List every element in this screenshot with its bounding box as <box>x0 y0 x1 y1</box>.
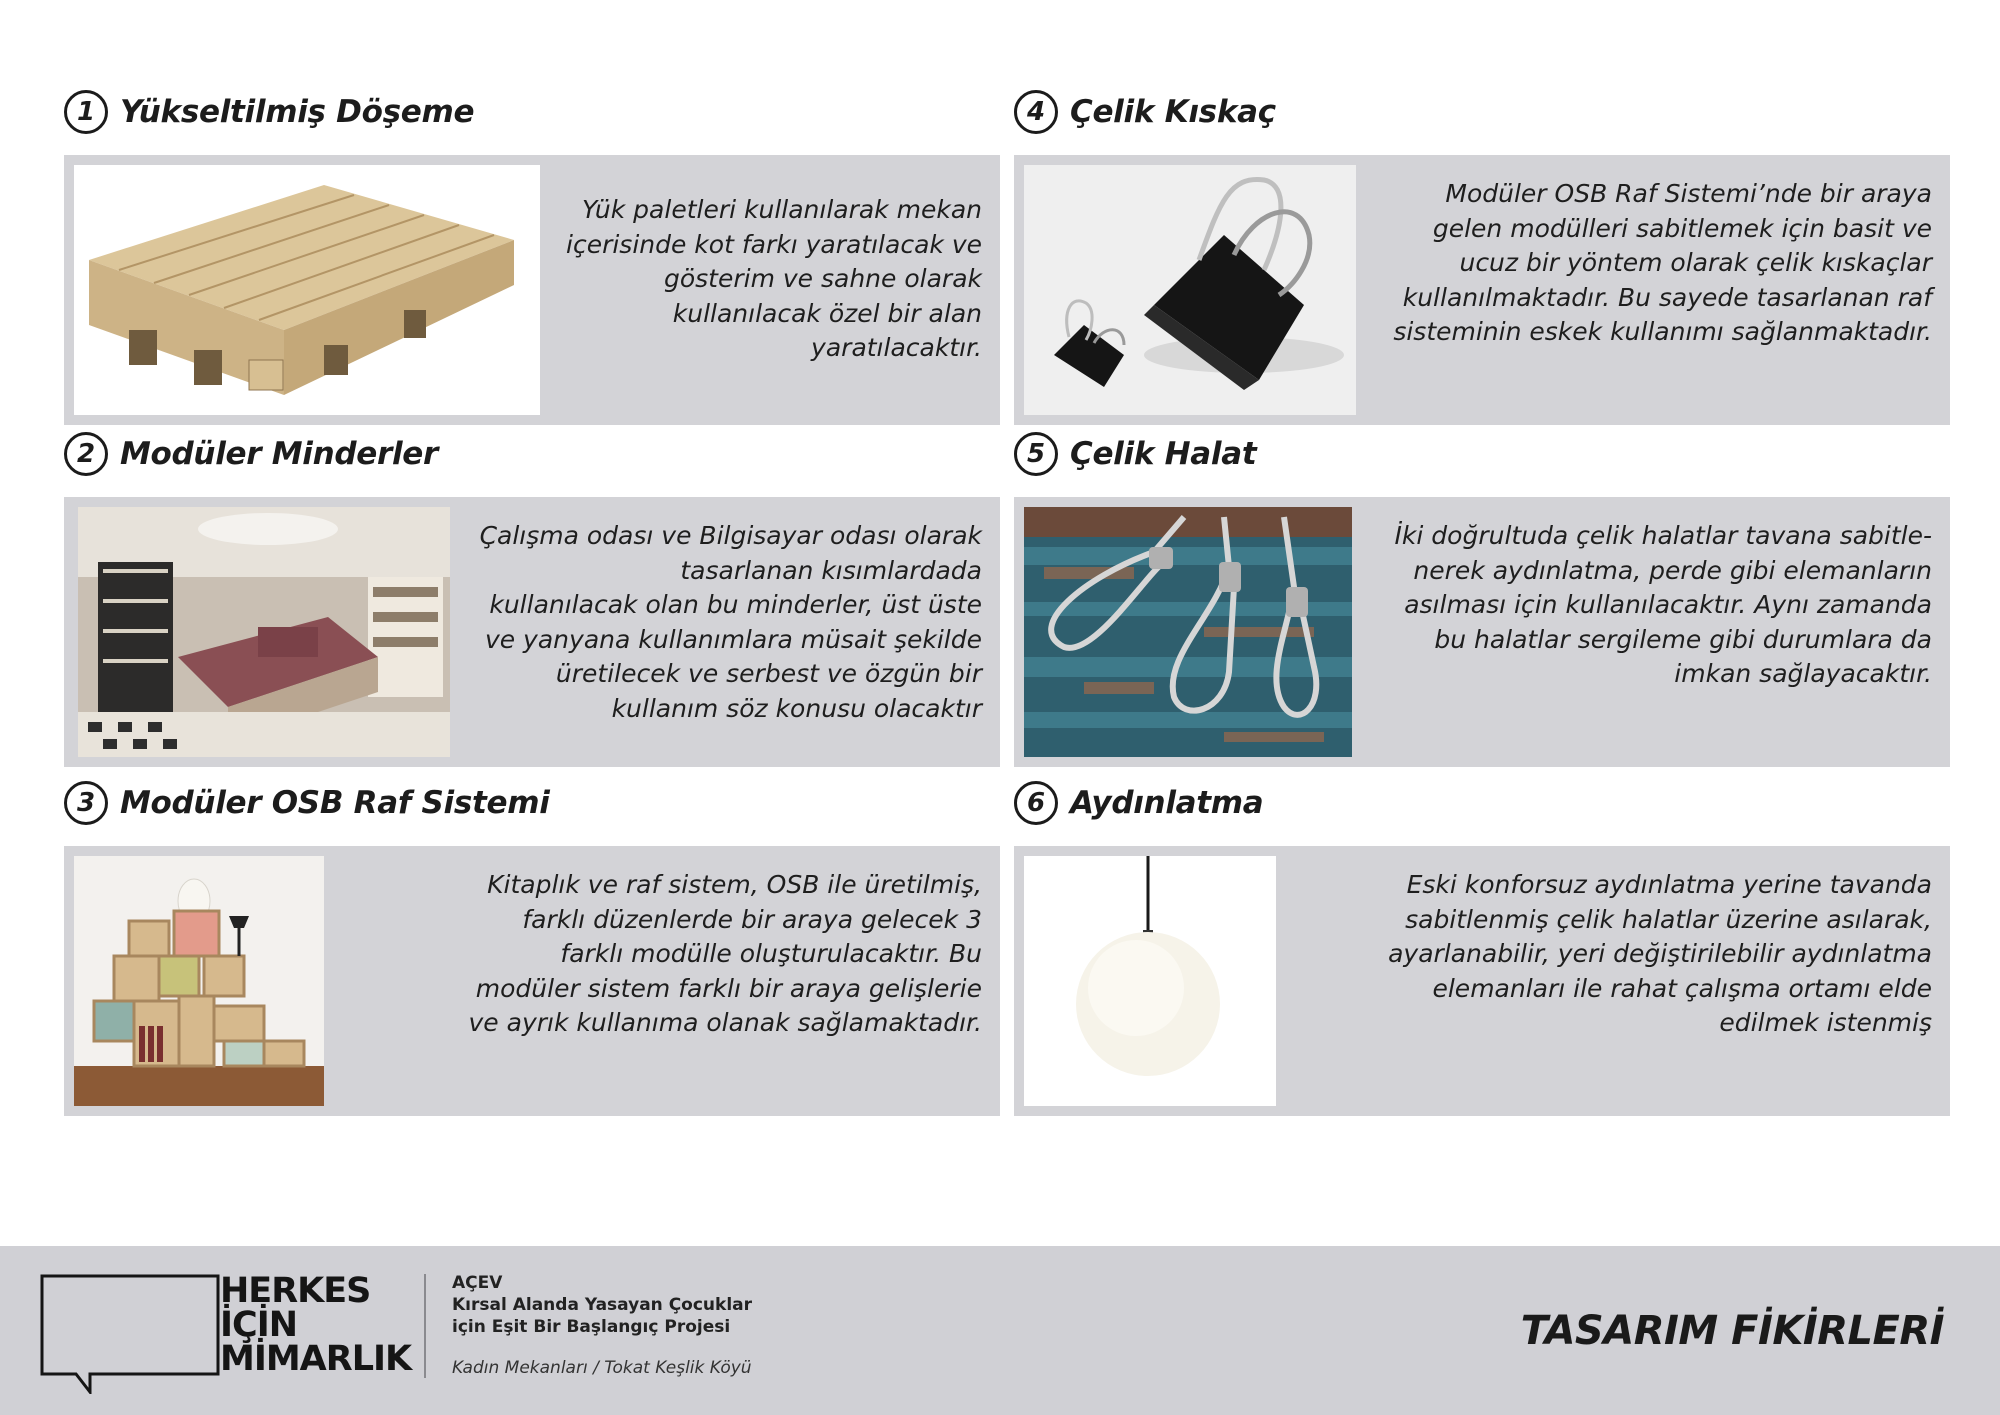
org-line: için Eşit Bir Başlangıç Projesi <box>452 1317 731 1337</box>
description-line: gelen modülleri sabitlemek için basit ve <box>1432 213 1932 243</box>
binder-clips-photo <box>1024 165 1356 415</box>
logo-line: MİMARLIK <box>220 1339 412 1379</box>
logo-line: HERKES <box>220 1271 371 1311</box>
section-title: Aydınlatma <box>1070 785 1264 821</box>
description-line: farklı modülle oluşturulacaktır. Bu <box>560 939 982 968</box>
description-line: ucuz bir yöntem olarak çelik kıskaçlar <box>1459 248 1932 277</box>
description-line: gösterim ve sahne olarak <box>663 264 982 293</box>
wooden-pallet-photo <box>74 165 540 415</box>
section-panel <box>1014 155 1950 425</box>
description-line: ve yanyana kullanımlara müsait şekilde <box>484 624 982 654</box>
page-title: TASARIM FİKİRLERİ <box>1520 1308 1944 1354</box>
section-header <box>1014 427 1256 481</box>
description-line: asılması için kullanılacaktır. Aynı zamanda <box>1404 590 1932 619</box>
footer-divider <box>424 1274 426 1378</box>
description-line: Çalışma odası ve Bilgisayar odası olarak <box>479 521 982 550</box>
section-moduler-osb-raf-sistemi <box>64 776 1000 1116</box>
section-aydinlatma <box>1014 776 1950 1116</box>
section-number: 3 <box>64 781 108 825</box>
section-moduler-minderler <box>64 427 1000 767</box>
section-title: Yükseltilmiş Döşeme <box>120 94 475 130</box>
organization-info <box>452 1272 752 1338</box>
section-panel <box>64 155 1000 425</box>
description-line: imkan sağlayacaktır. <box>1674 659 1932 688</box>
description-line: sisteminin eskek kullanımı sağlanmaktadır. <box>1393 317 1932 346</box>
description-line: kullanılacak özel bir alan <box>672 298 982 328</box>
description-line: ayarlanabilir, yeri değiştirilebilir aydınlatma <box>1388 939 1932 968</box>
section-panel <box>64 846 1000 1116</box>
section-celik-kiskac <box>1014 85 1950 425</box>
description-line: edilmek istenmiş <box>1719 1008 1932 1037</box>
logo-text <box>220 1271 412 1379</box>
section-panel <box>1014 497 1950 767</box>
description-line: Modüler OSB Raf Sistemi’nde bir araya <box>1445 179 1932 208</box>
description-line: elemanları ile rahat çalışma ortamı elde <box>1432 973 1932 1003</box>
section-description <box>1388 868 1932 1041</box>
description-line: sabitlenmiş çelik halatlar üzerine asılarak, <box>1405 904 1932 934</box>
section-title: Modüler OSB Raf Sistemi <box>120 785 550 821</box>
steel-cable-photo <box>1024 507 1352 757</box>
section-number: 5 <box>1014 432 1058 476</box>
org-line: Kırsal Alanda Yasayan Çocuklar <box>452 1295 753 1315</box>
section-number: 2 <box>64 432 108 476</box>
osb-shelf-photo <box>74 856 324 1106</box>
section-yukseltilmis-doseme <box>64 85 1000 425</box>
org-line: AÇEV <box>452 1273 503 1293</box>
description-line: ve ayrık kullanıma olanak sağlamaktadır. <box>468 1008 982 1037</box>
section-description <box>1393 177 1932 350</box>
section-number: 1 <box>64 90 108 134</box>
description-line: üretilecek ve serbest ve özgün bir <box>555 659 982 688</box>
description-line: Yük paletleri kullanılarak mekan <box>581 195 982 224</box>
section-panel <box>1014 846 1950 1116</box>
description-line: farklı düzenlerde bir araya gelecek 3 <box>522 904 982 934</box>
description-line: bu halatlar sergileme gibi durumlara da <box>1434 624 1932 654</box>
footer <box>0 1246 2000 1415</box>
description-line: kullanılmaktadır. Bu sayede tasarlanan raf <box>1402 282 1932 312</box>
section-description <box>1395 519 1932 692</box>
library-cushions-photo <box>78 507 450 757</box>
section-header <box>64 776 550 830</box>
section-header <box>64 427 438 481</box>
section-header <box>1014 85 1276 139</box>
description-line: modüler sistem farklı bir araya gelişlerie <box>475 973 982 1003</box>
description-line: Eski konforsuz aydınlatma yerine tavanda <box>1406 870 1932 899</box>
section-header <box>64 85 474 139</box>
description-line: İki doğrultuda çelik halatlar tavana sabitle- <box>1394 521 1932 550</box>
herkes-icin-mimarlik-logo <box>40 1271 412 1394</box>
description-line: Kitaplık ve raf sistem, OSB ile üretilmiş, <box>487 870 982 899</box>
section-title: Çelik Halat <box>1070 436 1257 472</box>
description-line: kullanım söz konusu olacaktır <box>611 693 982 723</box>
section-number: 4 <box>1014 90 1058 134</box>
description-line: nerek aydınlatma, perde gibi elemanların <box>1413 555 1932 585</box>
description-line: kullanılacak olan bu minderler, üst üste <box>489 590 982 619</box>
description-line: tasarlanan kısımlardada <box>680 555 982 585</box>
section-title: Modüler Minderler <box>120 436 439 472</box>
description-line: içerisinde kot farkı yaratılacak ve <box>566 229 982 259</box>
location-text: Kadın Mekanları / Tokat Keşlik Köyü <box>452 1358 752 1378</box>
description-line: yaratılacaktır. <box>811 333 982 362</box>
section-panel <box>64 497 1000 767</box>
section-title: Çelik Kıskaç <box>1070 94 1276 130</box>
logo-line: İÇİN <box>220 1305 298 1345</box>
section-celik-halat <box>1014 427 1950 767</box>
section-header <box>1014 776 1263 830</box>
section-description <box>566 193 982 366</box>
section-description <box>469 868 982 1041</box>
pendant-lamp-photo <box>1024 856 1276 1106</box>
section-number: 6 <box>1014 781 1058 825</box>
section-description <box>480 519 982 726</box>
